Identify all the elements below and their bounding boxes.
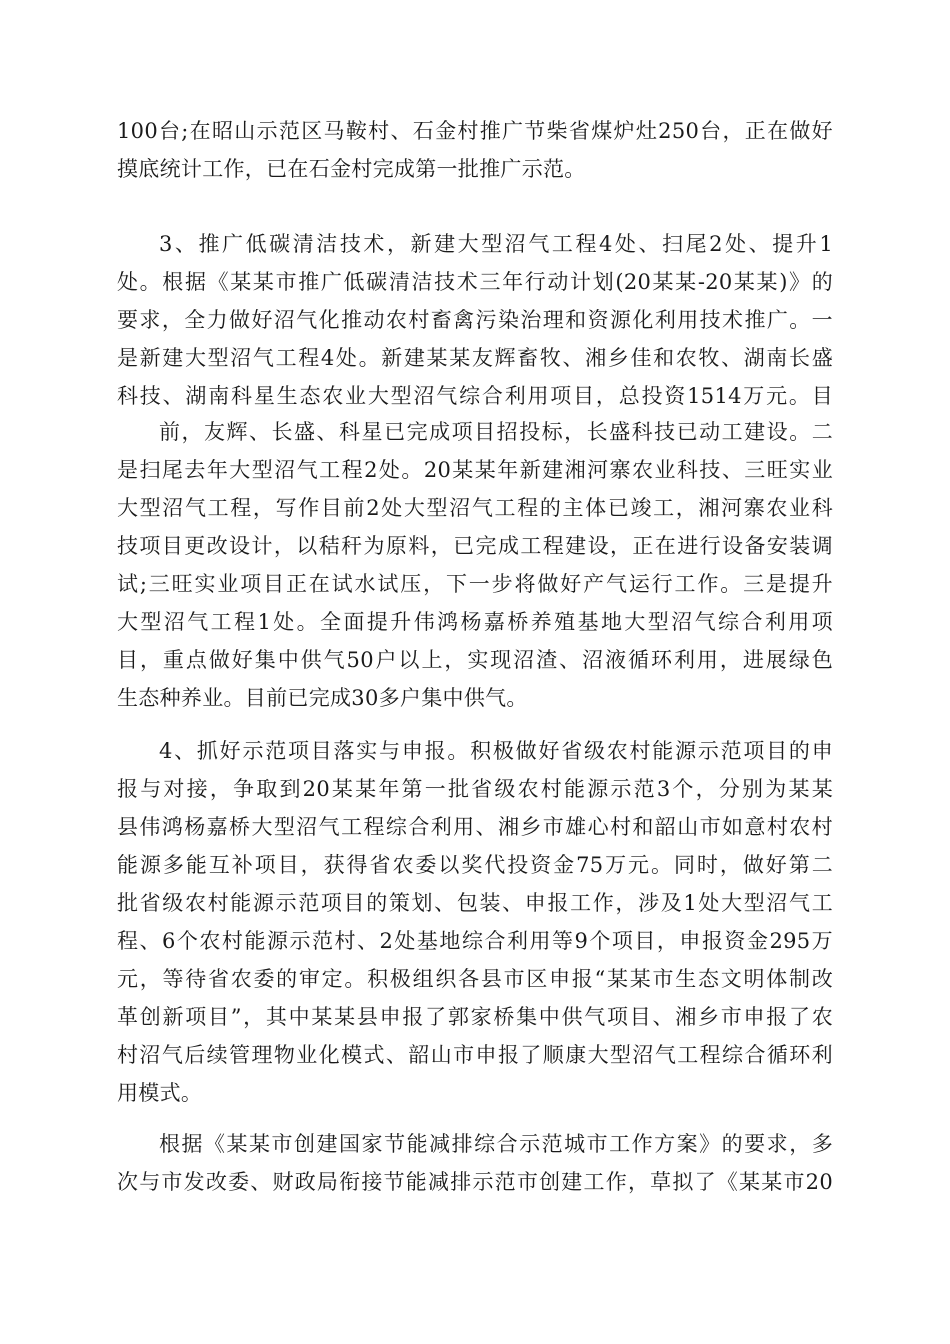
paragraph-continuation (117, 112, 833, 188)
text-line: 是扫尾去年大型沼气工程2处。20某某年新建湘河寨农业科技、三旺实业 (117, 458, 833, 482)
text-line: 能源多能互补项目，获得省农委以奖代投资金75万元。同时，做好第二 (117, 853, 833, 877)
text-line: 科技、湖南科星生态农业大型沼气综合利用项目，总投资1514万元。目 (117, 384, 833, 408)
text-line: 县伟鸿杨嘉桥大型沼气工程综合利用、湘乡市雄心村和韶山市如意村农村 (117, 815, 833, 839)
text-line: 是新建大型沼气工程4处。新建某某友辉畜牧、湘乡佳和农牧、湖南长盛 (117, 346, 833, 370)
text-line: 革创新项目”，其中某某县申报了郭家桥集中供气项目、湘乡市申报了农 (117, 1005, 833, 1029)
text-line: 试;三旺实业项目正在试水试压，下一步将做好产气运行工作。三是提升 (117, 572, 833, 596)
text-line: 技项目更改设计，以秸秆为原料，已完成工程建设，正在进行设备安装调 (117, 534, 833, 558)
text-line: 报与对接，争取到20某某年第一批省级农村能源示范3个，分别为某某 (117, 777, 833, 801)
text-line: 100台;在昭山示范区马鞍村、石金村推广节柴省煤炉灶250台，正在做好 (117, 119, 833, 143)
text-line: 生态种养业。目前已完成30多户集中供气。 (117, 686, 528, 710)
text-line: 3、推广低碳清洁技术，新建大型沼气工程4处、扫尾2处、提升1 (159, 232, 833, 256)
paragraph-demo-projects (117, 732, 833, 1112)
text-line: 要求，全力做好沼气化推动农村畜禽污染治理和资源化利用技术推广。一 (117, 308, 833, 332)
text-line: 4、抓好示范项目落实与申报。积极做好省级农村能源示范项目的申 (159, 739, 833, 763)
paragraph-energy-saving (117, 1125, 833, 1201)
text-line: 前，友辉、长盛、科星已完成项目招投标，长盛科技已动工建设。二 (159, 420, 833, 444)
paragraph-progress (117, 413, 833, 717)
text-line: 元，等待省农委的审定。积极组织各县市区申报“某某市生态文明体制改 (117, 967, 833, 991)
text-line: 大型沼气工程，写作目前2处大型沼气工程的主体已竣工，湘河寨农业科 (117, 496, 833, 520)
text-line: 批省级农村能源示范项目的策划、包装、申报工作，涉及1处大型沼气工 (117, 891, 833, 915)
text-line: 大型沼气工程1处。全面提升伟鸿杨嘉桥养殖基地大型沼气综合利用项 (117, 610, 833, 634)
paragraph-low-carbon (117, 225, 833, 415)
text-line: 目，重点做好集中供气50户以上，实现沼渣、沼液循环利用，进展绿色 (117, 648, 833, 672)
text-line: 根据《某某市创建国家节能减排综合示范城市工作方案》的要求，多 (159, 1132, 833, 1156)
text-line: 次与市发改委、财政局衔接节能减排示范市创建工作，草拟了《某某市20 (117, 1170, 833, 1194)
text-line: 程、6个农村能源示范村、2处基地综合利用等9个项目，申报资金295万 (117, 929, 833, 953)
text-line: 摸底统计工作，已在石金村完成第一批推广示范。 (117, 157, 586, 181)
text-line: 村沼气后续管理物业化模式、韶山市申报了顺康大型沼气工程综合循环利 (117, 1043, 833, 1067)
text-line: 用模式。 (117, 1081, 203, 1105)
text-line: 处。根据《某某市推广低碳清洁技术三年行动计划(20某某-20某某)》的 (117, 270, 833, 294)
